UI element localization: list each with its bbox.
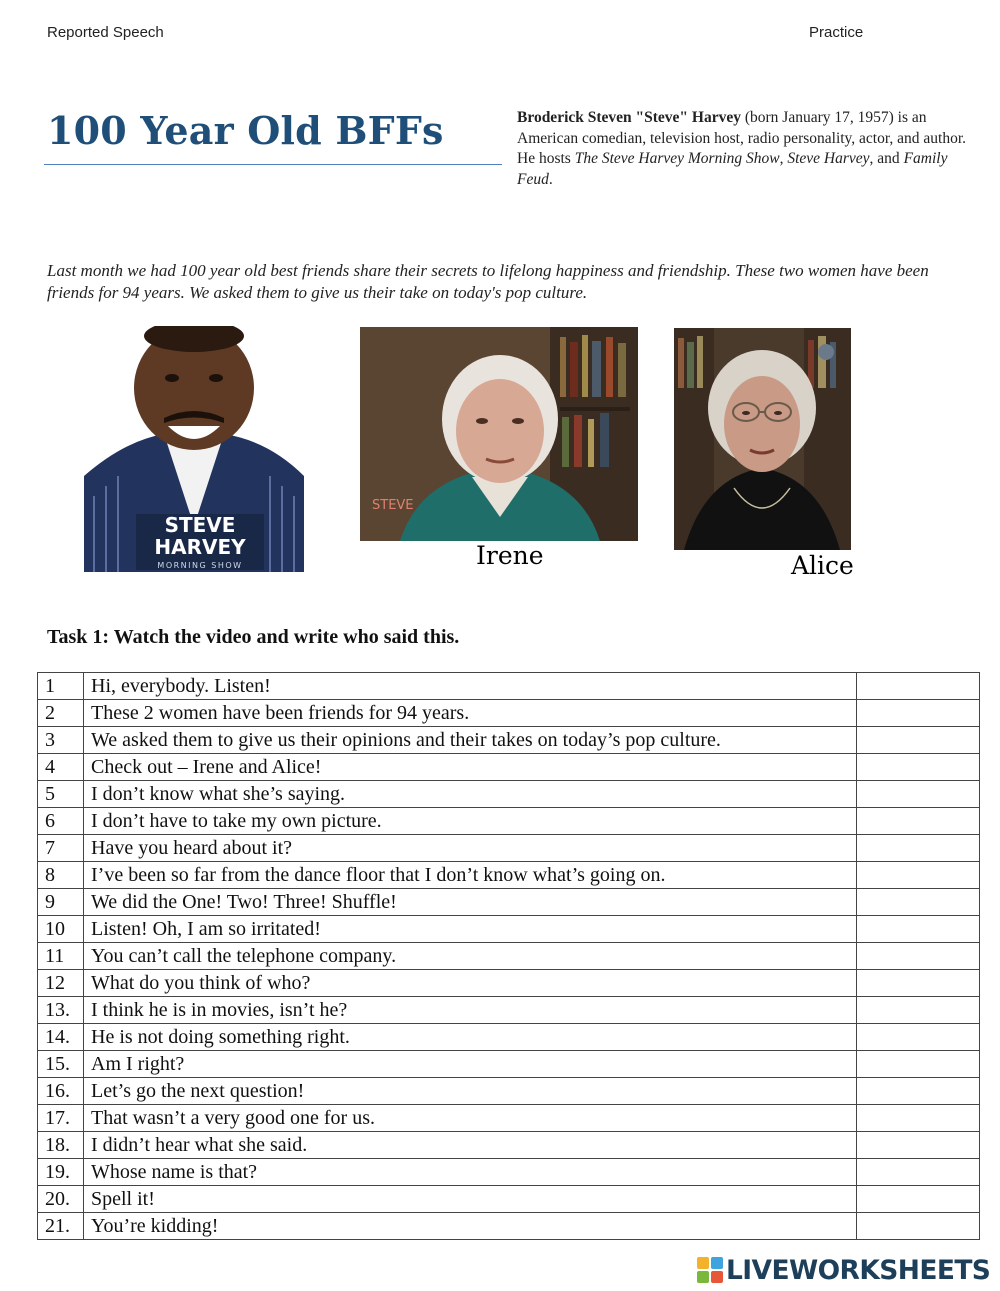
bio-paragraph [517, 108, 972, 190]
row-quote: You’re kidding! [84, 1213, 857, 1240]
row-number: 2 [38, 700, 84, 727]
answer-field[interactable] [857, 943, 980, 970]
row-quote: Check out – Irene and Alice! [84, 754, 857, 781]
table-row [38, 943, 980, 970]
bio-end: . [548, 170, 553, 188]
row-quote: We did the One! Two! Three! Shuffle! [84, 889, 857, 916]
table-row [38, 754, 980, 781]
answer-field[interactable] [857, 727, 980, 754]
row-number: 9 [38, 889, 84, 916]
header-left-label: Reported Speech [47, 24, 164, 41]
bio-sep-2: , and [869, 150, 904, 167]
row-number: 15. [38, 1051, 84, 1078]
row-quote: Let’s go the next question! [84, 1078, 857, 1105]
header-right-label: Practice [809, 24, 864, 41]
row-number: 4 [38, 754, 84, 781]
table-row [38, 1024, 980, 1051]
row-quote: He is not doing something right. [84, 1024, 857, 1051]
bio-show-1: The Steve Harvey Morning Show [574, 150, 780, 167]
row-quote: You can’t call the telephone company. [84, 943, 857, 970]
row-quote: I don’t have to take my own picture. [84, 808, 857, 835]
row-number: 10 [38, 916, 84, 943]
answer-field[interactable] [857, 1078, 980, 1105]
steve-harvey-photo [84, 326, 304, 572]
row-number: 12 [38, 970, 84, 997]
steve-logo-line-2: HARVEY [154, 535, 246, 559]
answer-field[interactable] [857, 916, 980, 943]
row-number: 14. [38, 1024, 84, 1051]
liveworksheets-icon [697, 1257, 723, 1283]
row-number: 7 [38, 835, 84, 862]
answer-field[interactable] [857, 1132, 980, 1159]
irene-photo [360, 327, 638, 541]
answer-field[interactable] [857, 835, 980, 862]
table-row [38, 970, 980, 997]
row-quote: Have you heard about it? [84, 835, 857, 862]
bio-show-3: Family Feud [517, 150, 948, 188]
answer-field[interactable] [857, 673, 980, 700]
intro-paragraph: Last month we had 100 year old best friends share their secrets to lifelong happiness and friendship. These two women have been friends for 94 years. We asked them to give us their take on today's pop culture. [47, 261, 929, 302]
row-number: 21. [38, 1213, 84, 1240]
answer-field[interactable] [857, 700, 980, 727]
table-row [38, 889, 980, 916]
row-quote: Spell it! [84, 1186, 857, 1213]
row-number: 18. [38, 1132, 84, 1159]
answer-field[interactable] [857, 1051, 980, 1078]
answer-field[interactable] [857, 808, 980, 835]
steve-logo-line-3: MORNING SHOW [157, 561, 243, 570]
alice-caption: Alice [791, 551, 854, 580]
answer-field[interactable] [857, 1105, 980, 1132]
answer-field[interactable] [857, 1024, 980, 1051]
row-number: 16. [38, 1078, 84, 1105]
row-number: 1 [38, 673, 84, 700]
answer-field[interactable] [857, 997, 980, 1024]
row-number: 8 [38, 862, 84, 889]
table-row [38, 781, 980, 808]
row-quote: These 2 women have been friends for 94 years. [84, 700, 857, 727]
table-row [38, 1186, 980, 1213]
row-quote: Listen! Oh, I am so irritated! [84, 916, 857, 943]
row-quote: I’ve been so far from the dance floor that I don’t know what’s going on. [84, 862, 857, 889]
table-row [38, 916, 980, 943]
row-number: 17. [38, 1105, 84, 1132]
row-quote: What do you think of who? [84, 970, 857, 997]
table-row [38, 1105, 980, 1132]
answer-field[interactable] [857, 1186, 980, 1213]
liveworksheets-brand: LIVEWORKSHEETS [726, 1254, 991, 1286]
row-number: 20. [38, 1186, 84, 1213]
answer-field[interactable] [857, 889, 980, 916]
bio-name: Broderick Steven "Steve" Harvey [517, 109, 741, 126]
alice-photo [674, 328, 851, 550]
row-number: 6 [38, 808, 84, 835]
table-row [38, 1132, 980, 1159]
irene-watermark: STEVE [372, 498, 414, 513]
row-number: 5 [38, 781, 84, 808]
row-quote: Whose name is that? [84, 1159, 857, 1186]
table-row [38, 1051, 980, 1078]
answer-field[interactable] [857, 781, 980, 808]
title-underline [44, 164, 502, 165]
row-number: 13. [38, 997, 84, 1024]
steve-logo-line-1: STEVE [164, 513, 236, 537]
table-row [38, 997, 980, 1024]
answer-field[interactable] [857, 1213, 980, 1240]
row-quote: I don’t know what she’s saying. [84, 781, 857, 808]
lw-icon-square-2 [711, 1257, 723, 1269]
lw-icon-square-4 [711, 1271, 723, 1283]
row-quote: I think he is in movies, isn’t he? [84, 997, 857, 1024]
row-quote: We asked them to give us their opinions and their takes on today’s pop culture. [84, 727, 857, 754]
answer-field[interactable] [857, 1159, 980, 1186]
bio-sep-1: , [779, 150, 788, 167]
table-row [38, 1078, 980, 1105]
bio-show-2: Steve Harvey [787, 150, 870, 167]
page-title: 100 Year Old BFFs [47, 108, 444, 153]
row-quote: Am I right? [84, 1051, 857, 1078]
table-row [38, 700, 980, 727]
table-row [38, 673, 980, 700]
answer-field[interactable] [857, 970, 980, 997]
task-1-table [37, 672, 980, 1240]
row-quote: I didn’t hear what she said. [84, 1132, 857, 1159]
task-1-title: Task 1: Watch the video and write who said this. [47, 626, 460, 648]
table-row [38, 727, 980, 754]
table-row [38, 808, 980, 835]
answer-field[interactable] [857, 754, 980, 781]
table-row [38, 1213, 980, 1240]
irene-caption: Irene [476, 541, 544, 570]
liveworksheets-logo[interactable] [697, 1253, 990, 1287]
table-row [38, 862, 980, 889]
row-number: 11 [38, 943, 84, 970]
table-row [38, 1159, 980, 1186]
lw-icon-square-1 [697, 1257, 709, 1269]
row-quote: That wasn’t a very good one for us. [84, 1105, 857, 1132]
table-row [38, 835, 980, 862]
row-quote: Hi, everybody. Listen! [84, 673, 857, 700]
bio-text: (born January 17, 1957) is an American comedian, television host, radio personality, actor, and author. He hosts [517, 109, 967, 167]
answer-field[interactable] [857, 862, 980, 889]
lw-icon-square-3 [697, 1271, 709, 1283]
row-number: 19. [38, 1159, 84, 1186]
row-number: 3 [38, 727, 84, 754]
